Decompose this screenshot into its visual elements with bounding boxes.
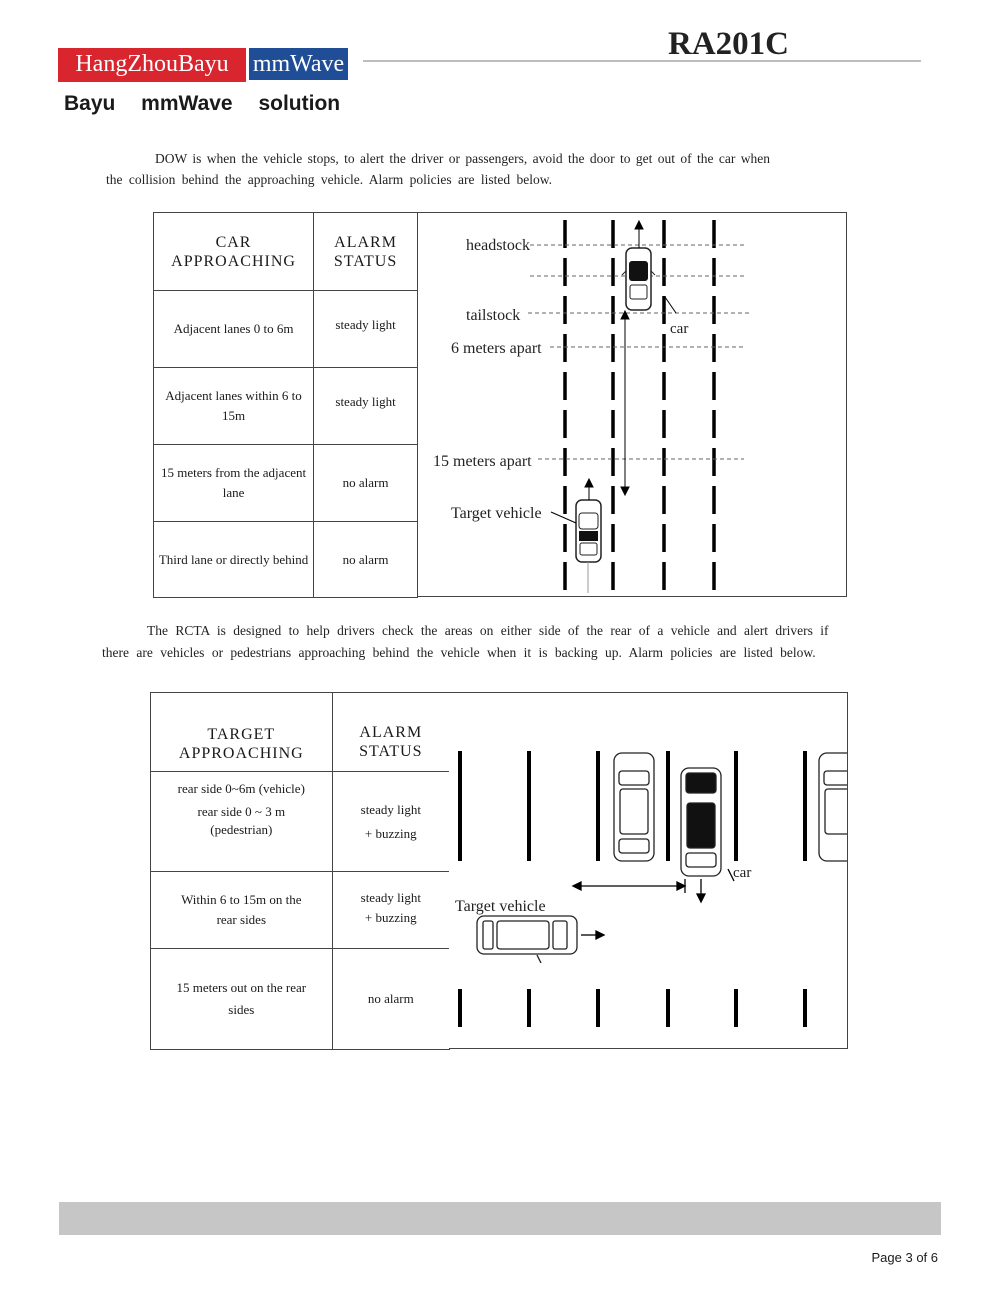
page-subtitle: Bayu mmWave solution: [64, 92, 341, 115]
rcta-row3-condition-line1: 15 meters out on the rear: [176, 980, 307, 995]
arrow-head: [596, 931, 604, 939]
page-number: Page 3 of 6: [871, 1250, 938, 1265]
fifteen-meters-label: 15 meters apart: [433, 453, 532, 470]
dow-diagram: [417, 212, 847, 597]
dow-row2-condition: Adjacent lanes within 6 to 15m: [154, 368, 314, 445]
dow-row1-status: steady light: [314, 291, 418, 368]
dow-col-alarm-status: ALARM STATUS: [314, 213, 418, 291]
arrow-head: [621, 487, 629, 495]
arrow-head: [573, 882, 581, 890]
dow-intro-line1: DOW is when the vehicle stops, to alert the driver or passengers, avoid the door to get out of the car when: [155, 151, 770, 166]
own-car-icon: [681, 768, 721, 876]
car-pointer-line: [665, 297, 676, 313]
rcta-row1-condition-pedestrian: (pedestrian): [210, 822, 273, 837]
document-code: RA201C: [668, 26, 789, 62]
rcta-row2-status: [332, 872, 449, 949]
rcta-row1-status: [332, 772, 449, 872]
dow-row2-status: steady light: [314, 368, 418, 445]
parked-car-icon: [819, 753, 847, 861]
rcta-row3-condition-line2: sides: [228, 1002, 255, 1017]
dow-intro-line2: the collision behind the approaching vehicle. Alarm policies are listed below.: [106, 172, 553, 187]
rcta-row1-status-light: steady light: [360, 801, 421, 817]
arrow-head: [585, 479, 593, 487]
dow-alarm-table: [153, 212, 418, 598]
rcta-row2-condition-line2: rear sides: [216, 912, 267, 927]
footer-bar: [59, 1202, 941, 1235]
headstock-label: headstock: [466, 237, 530, 254]
rcta-row3-condition: [151, 949, 333, 1050]
dow-col-car-approaching: CAR APPROACHING: [154, 213, 314, 291]
dow-row3-status: no alarm: [314, 445, 418, 522]
rcta-row2-status-light: steady light: [360, 890, 421, 905]
arrow-head: [621, 311, 629, 319]
target-car-icon: [477, 916, 577, 963]
dow-row4-condition: Third lane or directly behind: [154, 522, 314, 598]
car-label: car: [733, 865, 752, 881]
rcta-col-target-approaching: TARGET APPROACHING: [151, 693, 333, 772]
rcta-row3-status: no alarm: [332, 949, 449, 1050]
rcta-row1-condition-vehicle: rear side 0~6m (vehicle): [177, 781, 305, 796]
rcta-row1-condition-pedestrian-range: rear side 0 ~ 3 m: [197, 804, 286, 819]
target-car-icon: [576, 500, 601, 593]
rcta-row2-condition: [151, 872, 333, 949]
arrow-head: [677, 882, 685, 890]
parked-car-icon: [614, 753, 654, 861]
dow-row4-status: no alarm: [314, 522, 418, 598]
header-rule: [363, 60, 921, 62]
car-label: car: [670, 321, 689, 337]
rcta-intro-line2: there are vehicles or pedestrians approaching behind the vehicle when it is backing up. Alarm policies are listed below.: [102, 645, 816, 660]
six-meters-label: 6 meters apart: [451, 340, 542, 357]
rcta-row1-condition: [151, 772, 333, 872]
logo-product-name: mmWave: [249, 48, 348, 80]
arrow-head: [635, 221, 643, 229]
arrow-head: [697, 894, 705, 902]
dow-row3-condition: 15 meters from the adjacent lane: [154, 445, 314, 522]
target-vehicle-label: Target vehicle: [451, 505, 542, 522]
own-car-icon: [622, 248, 655, 310]
rcta-intro-line1: The RCTA is designed to help drivers check the areas on either side of the rear of a vehicle and alert drivers if: [147, 623, 829, 638]
rcta-parking-diagram: [449, 693, 847, 1048]
tailstock-label: tailstock: [466, 307, 521, 324]
dow-row1-condition: Adjacent lanes 0 to 6m: [154, 291, 314, 368]
rcta-alarm-table: [150, 692, 450, 1050]
rcta-row2-status-buzzing: + buzzing: [364, 910, 417, 925]
rcta-row1-status-buzzing: + buzzing: [364, 825, 417, 841]
dow-lane-diagram: [418, 213, 846, 596]
rcta-row2-condition-line1: Within 6 to 15m on the: [181, 892, 302, 907]
rcta-diagram: [449, 692, 848, 1049]
logo-company-name: HangZhouBayu: [58, 48, 246, 82]
rcta-col-alarm-status: ALARM STATUS: [332, 693, 449, 772]
target-vehicle-label: Target vehicle: [455, 898, 546, 915]
